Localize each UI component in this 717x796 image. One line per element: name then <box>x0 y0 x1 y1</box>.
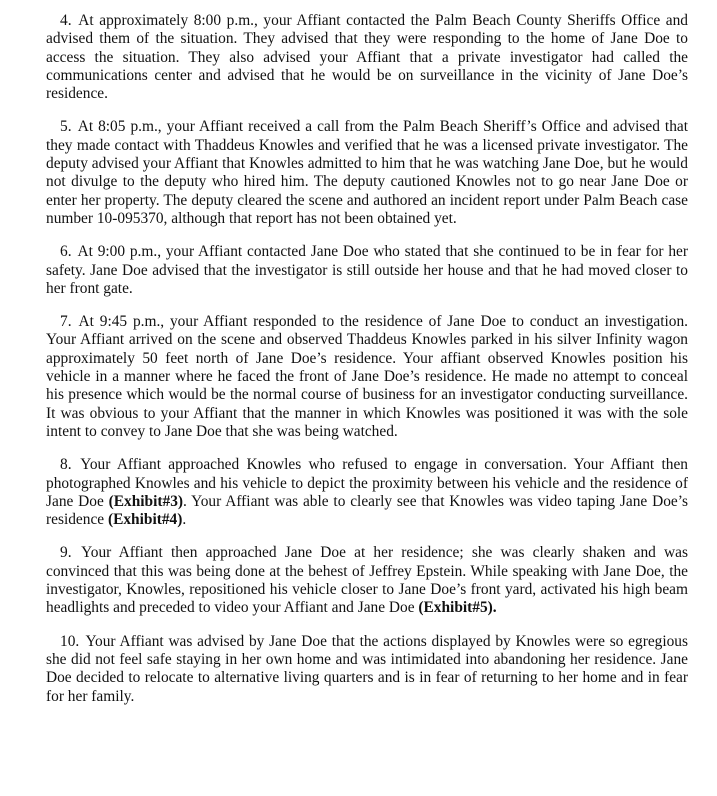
paragraph-number: 9. <box>60 544 72 562</box>
paragraph-number: 5. <box>60 118 72 136</box>
paragraph-text: At 9:00 p.m., your Affiant contacted Jane Doe who stated that she continued to be in fear for her safety. Jane Doe advised that the investigator is still outside her house and that he had moved closer to her front gate. <box>46 243 688 297</box>
paragraph-6 <box>46 243 688 298</box>
paragraph-text: Your Affiant then approached Jane Doe at her residence; she was clearly shaken and was convinced that this was being done at the behest of Jeffrey Epstein. While speaking with Jane Doe, the investigator, Knowles, repositioned his vehicle closer to Jane Doe’s front yard, activated his high beam headlights and preceded to video your Affiant and Jane Doe <box>46 544 688 617</box>
exhibit-reference: (Exhibit#4) <box>107 511 183 529</box>
paragraph-text: Your Affiant approached Knowles who refused to engage in conversation. Your Affiant then photographed Knowles and his vehicle to depict the proximity between his vehicle and the residence of Jane Doe <box>46 456 689 510</box>
paragraph-text: At 9:45 p.m., your Affiant responded to the residence of Jane Doe to conduct an investigation. Your Affiant arrived on the scene and observed Thaddeus Knowles parked in his silver Infinity wagon approximately 50 feet north of Jane Doe’s residence. Your affiant observed Knowles position his vehicle in a manner where he faced the front of Jane Doe’s residence. He made no attempt to conceal his presence which would be the normal course of business for an investigator conducting surveillance. It was obvious to your Affiant that the manner in which Knowles was positioned it was with the sole intent to convey to Jane Doe that she was being watched. <box>46 313 689 440</box>
paragraph-text: . Your Affiant was able to clearly see that Knowles was video taping Jane Doe’s residence <box>46 492 688 529</box>
paragraph-text: Your Affiant was advised by Jane Doe that the actions displayed by Knowles were so egregious she did not feel safe staying in her own home and was intimidated into abandoning her residence. Jane Doe decided to relocate to alternative living quarters and is in fear of returning to her home and in fear for her family. <box>46 632 688 705</box>
paragraph-text: At approximately 8:00 p.m., your Affiant contacted the Palm Beach County Sheriffs Office and advised them of the situation. They advised that they were responding to the home of Jane Doe to access the situation. They also advised your Affiant that a private investigator had called the communications center and advised that he would be on surveillance in the vicinity of Jane Doe’s residence. <box>46 12 689 103</box>
exhibit-reference: (Exhibit#3) <box>108 492 184 510</box>
paragraph-number: 4. <box>60 12 72 29</box>
paragraph-8 <box>46 456 688 529</box>
paragraph-text: . <box>182 511 187 529</box>
paragraph-7 <box>46 313 688 441</box>
paragraph-number: 6. <box>60 243 72 261</box>
paragraph-number: 10. <box>60 632 80 650</box>
paragraph-text: At 8:05 p.m., your Affiant received a call from the Palm Beach Sheriff’s Office and advised that they made contact with Thaddeus Knowles and verified that he was a licensed private investigator. The deputy advised your Affiant that Knowles admitted to him that he was watching Jane Doe, but he would not divulge to the deputy who hired him. The deputy cautioned Knowles not to go near Jane Doe or enter her property. The deputy cleared the scene and authored an incident report under Palm Beach case number 10-095370, although that report has not been obtained yet. <box>46 118 689 227</box>
paragraph-5 <box>46 118 688 228</box>
paragraph-4 <box>46 12 688 103</box>
paragraph-number: 7. <box>60 313 72 331</box>
exhibit-reference: (Exhibit#5). <box>418 599 497 617</box>
paragraph-9 <box>46 544 688 617</box>
document-page <box>46 12 688 721</box>
paragraph-10 <box>46 633 688 706</box>
paragraph-number: 8. <box>60 456 72 474</box>
